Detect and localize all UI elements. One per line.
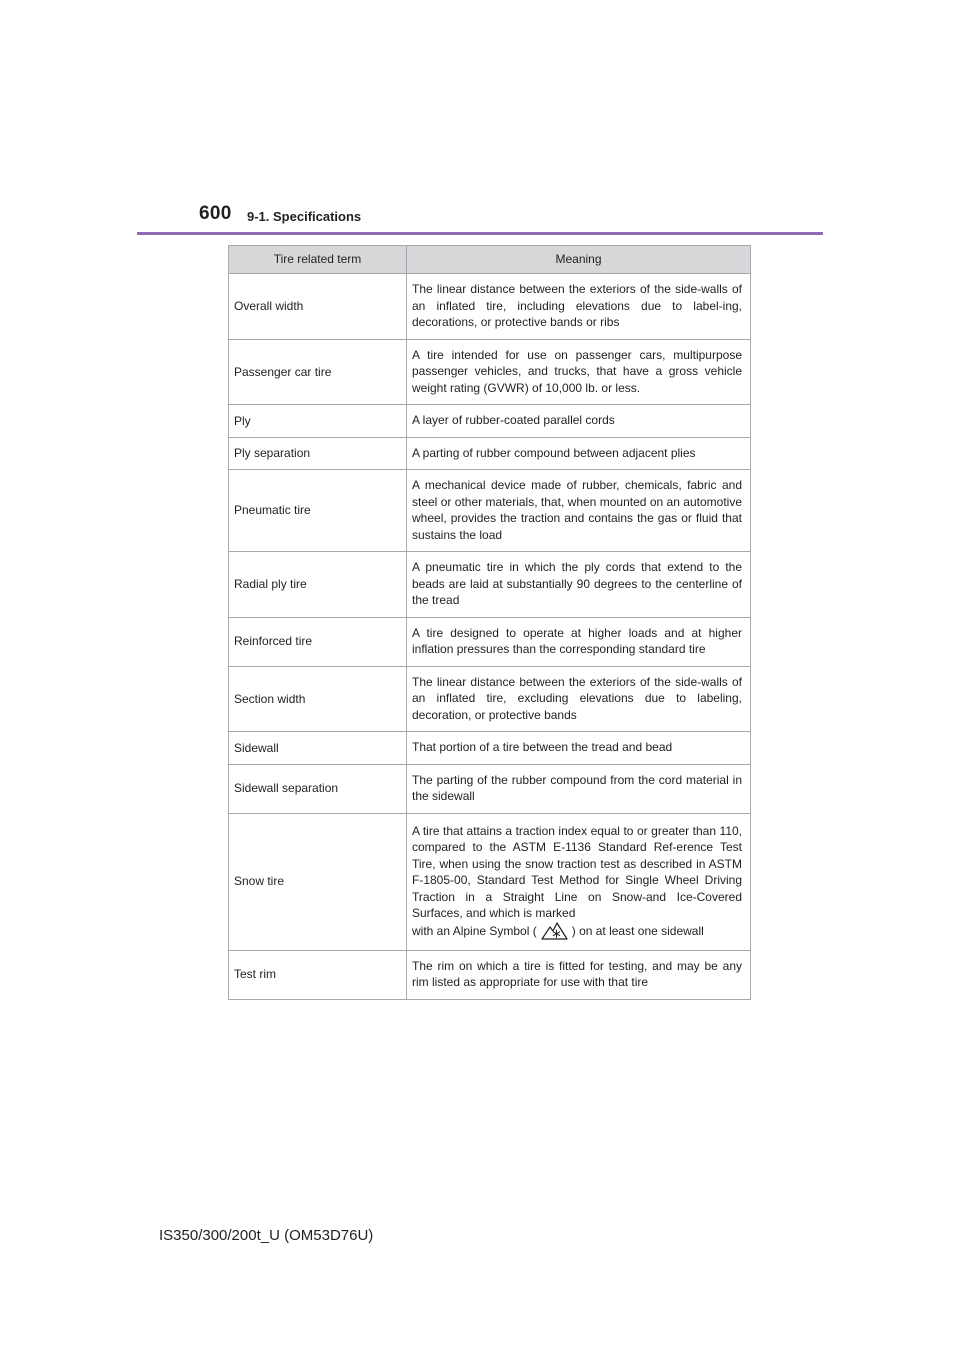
meaning-cell: That portion of a tire between the tread and bead [407, 732, 751, 765]
page-header [0, 0, 960, 240]
meaning-text-continued: with an Alpine Symbol ( [412, 923, 537, 938]
term-cell: Pneumatic tire [229, 470, 407, 552]
term-cell: Reinforced tire [229, 617, 407, 666]
meaning-text: A tire that attains a traction index equal to or greater than 110, compared to the ASTM E-1136 Standard Ref-erence Test Tire, when using the snow traction test as described in ASTM F-1805-00, Standard Test Method for Single Wheel Driving Traction in a Straight Line on Snow-and Ice-Covered Surfaces, and which is marked [412, 823, 742, 920]
column-header-term: Tire related term [229, 246, 407, 274]
column-header-meaning: Meaning [407, 246, 751, 274]
term-cell: Radial ply tire [229, 552, 407, 618]
meaning-cell: A mechanical device made of rubber, chemicals, fabric and steel or other materials, that, when mounted on an automotive wheel, provides the traction and contains the gas or fluid that sustains the load [407, 470, 751, 552]
table-row [229, 764, 751, 813]
footer-model-code: IS350/300/200t_U (OM53D76U) [159, 1227, 374, 1244]
table-row [229, 666, 751, 732]
table-row [229, 732, 751, 765]
term-cell: Section width [229, 666, 407, 732]
table-row [229, 950, 751, 999]
meaning-cell: The rim on which a tire is fitted for testing, and may be any rim listed as appropriate for use with that tire [407, 950, 751, 999]
meaning-cell: A pneumatic tire in which the ply cords that extend to the beads are laid at substantially 90 degrees to the centerline of the tread [407, 552, 751, 618]
table-row [229, 274, 751, 340]
table-row [229, 339, 751, 405]
meaning-cell: The linear distance between the exteriors of the side-walls of an inflated tire, excluding elevations due to labeling, decoration, or protective bands [407, 666, 751, 732]
meaning-cell: A tire intended for use on passenger cars, multipurpose passenger vehicles, and trucks, that have a gross vehicle weight rating (GVWR) of 10,000 lb. or less. [407, 339, 751, 405]
page-number: 600 [199, 203, 232, 224]
meaning-cell: A layer of rubber-coated parallel cords [407, 405, 751, 438]
meaning-cell: A tire designed to operate at higher loads and at higher inflation pressures than the corresponding standard tire [407, 617, 751, 666]
term-cell: Snow tire [229, 813, 407, 950]
term-cell: Sidewall [229, 732, 407, 765]
table-row [229, 437, 751, 470]
meaning-cell [407, 813, 751, 950]
term-cell: Passenger car tire [229, 339, 407, 405]
table-row [229, 617, 751, 666]
meaning-cell: The parting of the rubber compound from the cord material in the sidewall [407, 764, 751, 813]
table-row [229, 813, 751, 950]
meaning-cell: The linear distance between the exteriors of the side-walls of an inflated tire, including elevations due to label-ing, decorations, or protective bands or ribs [407, 274, 751, 340]
header-divider [137, 232, 823, 235]
term-cell: Overall width [229, 274, 407, 340]
term-cell: Sidewall separation [229, 764, 407, 813]
term-cell: Test rim [229, 950, 407, 999]
section-title: 9-1. Specifications [247, 209, 362, 224]
meaning-text-tail: ) on at least one sidewall [571, 923, 704, 938]
table-row [229, 552, 751, 618]
table-row [229, 405, 751, 438]
alpine-symbol-icon [541, 922, 568, 940]
table-row [229, 470, 751, 552]
tire-terms-table [228, 245, 751, 1000]
meaning-cell: A parting of rubber compound between adjacent plies [407, 437, 751, 470]
term-cell: Ply [229, 405, 407, 438]
table-header-row [229, 246, 751, 274]
term-cell: Ply separation [229, 437, 407, 470]
